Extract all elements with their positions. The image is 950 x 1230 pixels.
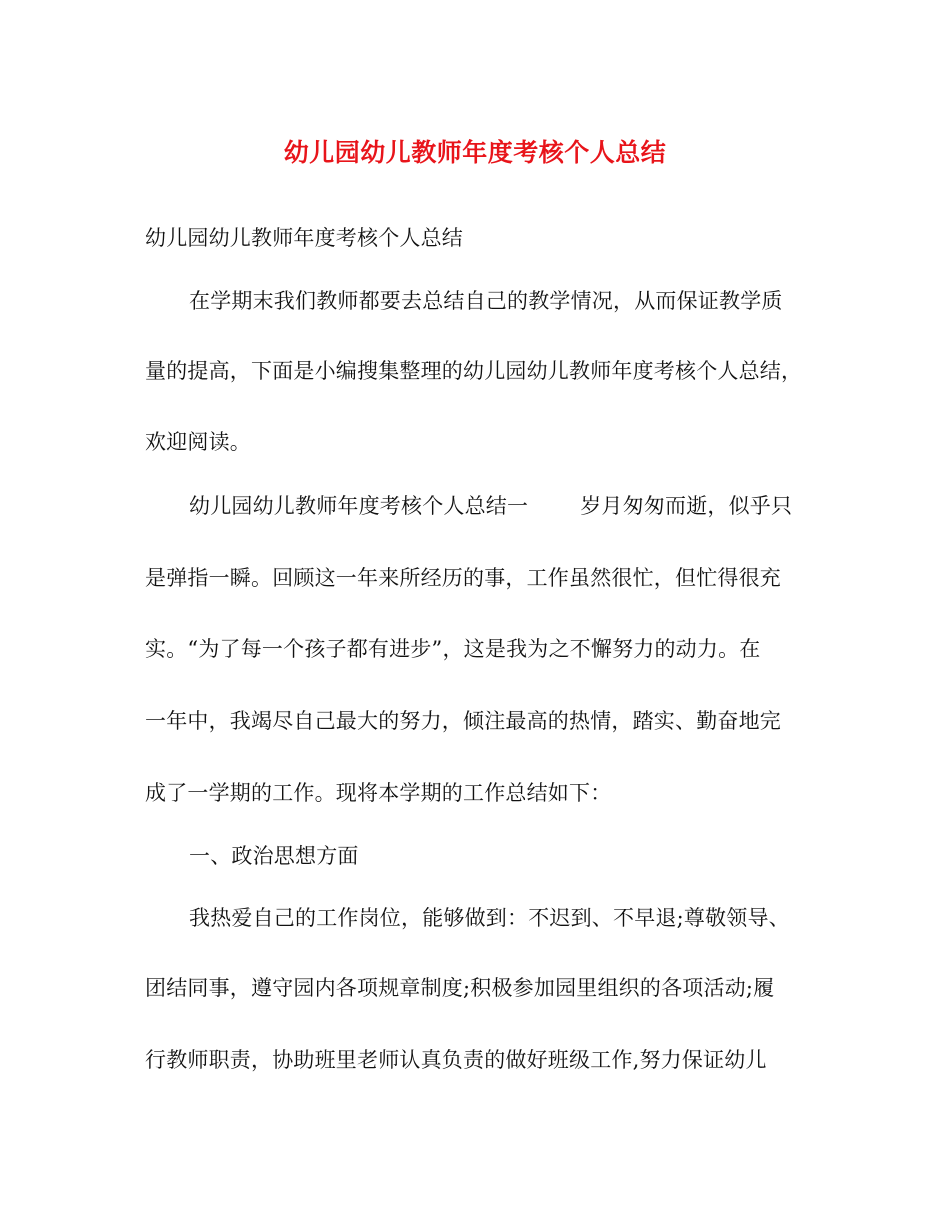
part-one-line-1: 是弹指一瞬。回顾这一年来所经历的事，工作虽然很忙，但忙得很充 (145, 566, 781, 590)
section-one-heading: 一、政治思想方面 (189, 844, 359, 868)
document-subtitle: 幼儿园幼儿教师年度考核个人总结 (145, 226, 463, 250)
document-title: 幼儿园幼儿教师年度考核个人总结 (283, 138, 667, 167)
intro-line-3: 欢迎阅读。 (145, 430, 251, 454)
intro-line-1: 在学期末我们教师都要去总结自己的教学情况，从而保证教学质 (189, 289, 783, 313)
section-one-line-1: 我热爱自己的工作岗位，能够做到：不迟到、不早退;尊敬领导、 (189, 906, 790, 930)
part-one-line-4: 成了一学期的工作。现将本学期的工作总结如下： (145, 781, 612, 805)
section-one-line-3: 行教师职责，协助班里老师认真负责的做好班级工作,努力保证幼儿 (145, 1048, 767, 1072)
section-one-line-2: 团结同事，遵守园内各项规章制度;积极参加园里组织的各项活动;履 (145, 976, 775, 1000)
intro-line-2: 量的提高，下面是小编搜集整理的幼儿园幼儿教师年度考核个人总结， (145, 359, 803, 383)
part-one-first-line (189, 490, 792, 520)
part-one-line-2: 实。“为了每一个孩子都有进步”，这是我为之不懈努力的动力。在 (145, 637, 761, 661)
part-one-line-3: 一年中，我竭尽自己最大的努力，倾注最高的热情，踏实、勤奋地完 (145, 709, 781, 733)
part-one-lead: 岁月匆匆而逝，似乎只 (580, 494, 793, 518)
part-one-heading: 幼儿园幼儿教师年度考核个人总结一 (189, 494, 529, 518)
